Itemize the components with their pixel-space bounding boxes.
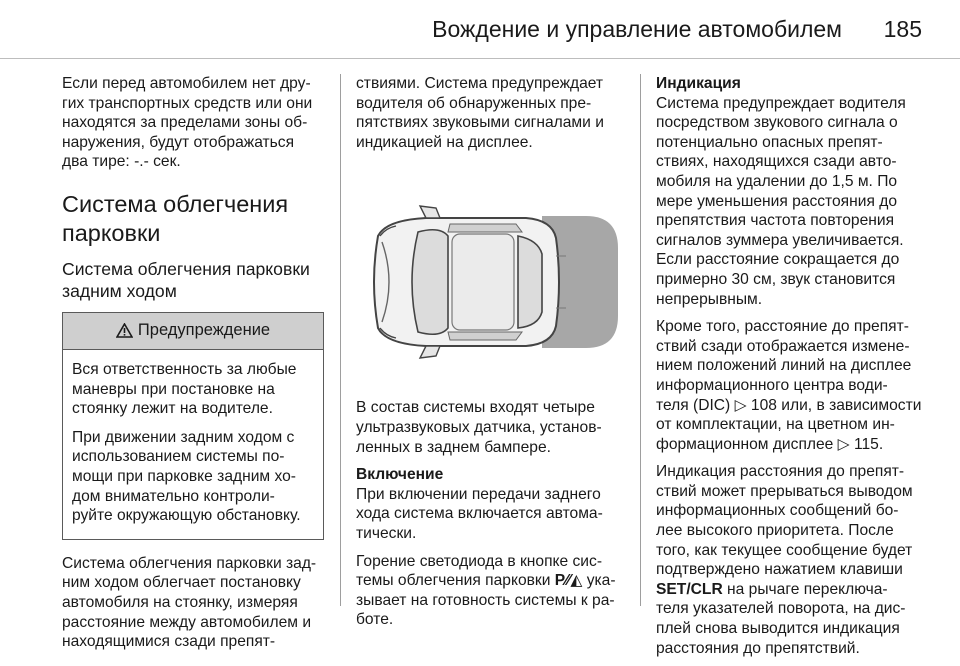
indication-paragraph-3 bbox=[656, 462, 924, 658]
warning-title: Предупреждение bbox=[137, 321, 271, 340]
warning-paragraph-2: При движении задним ходом с использованием системы по- мощи при парковке задним хо- дом внимательно контроли- руйте окружающую обстановку. bbox=[72, 428, 301, 525]
page-ref-arrow-icon: ▷ bbox=[837, 435, 854, 453]
indication-title: Индикация bbox=[656, 75, 741, 92]
column-divider-1 bbox=[340, 74, 341, 606]
led-text-end: ука- зывает на готовность системы к ра- боте. bbox=[356, 572, 616, 629]
indication-text-5: на рычаге переключа- теля указателей поворота, на дис- плей снова выводится индикация расстояния до препятствий. bbox=[656, 580, 906, 657]
page-header bbox=[0, 0, 960, 62]
header-divider bbox=[0, 58, 960, 59]
system-paragraph: Система облегчения парковки зад- ним ходом облегчает постановку автомобиля на стоянку, измеряя расстояние между автомобилем и находящимися сзади препят- bbox=[62, 554, 317, 651]
indication-text-4: Индикация расстояния до препят- ствий может прерываться выводом информационных сообщений бо- лее высокого приоритета. После того, как текущее сообщение будет подтверждено нажатием клавиши bbox=[656, 463, 913, 579]
column-1 bbox=[62, 74, 324, 660]
activation-paragraph: При включении передачи заднего хода система включается автома- тически. bbox=[356, 485, 603, 542]
activation-title: Включение bbox=[356, 466, 444, 484]
page-ref-115[interactable]: 115 bbox=[854, 435, 879, 453]
park-assist-icon: P⁄⁄◭ bbox=[554, 572, 583, 590]
section-title: Система облегчения парковки bbox=[62, 190, 289, 246]
warning-header bbox=[63, 313, 323, 350]
column-divider-2 bbox=[640, 74, 641, 606]
led-text-start: Горение светодиода в кнопке сис- темы облегчения парковки bbox=[356, 552, 603, 590]
indication-paragraph-1: Система предупреждает водителя посредством звукового сигнала о потенциально опасных препят- ствиях, находящихся сзади авто- мобиля на удалении до 1,5 м. По мере уменьшения расстояния до препятствия частота повторения сигналов зуммера увеличивается. Если расстояние сокращается до примерно 30 см, звук становится непрерывным. bbox=[656, 94, 906, 308]
parking-sensor-illustration bbox=[356, 166, 624, 384]
page-ref-108[interactable]: 108 bbox=[750, 396, 777, 414]
subsection-title: Система облегчения парковки задним ходом bbox=[62, 258, 310, 301]
page-header-title: Вождение и управление автомобилем bbox=[432, 16, 842, 42]
warning-body bbox=[63, 350, 323, 539]
page-number: 185 bbox=[883, 16, 922, 42]
warning-paragraph-1: Вся ответственность за любые маневры при постановке на стоянку лежит на водителе. bbox=[72, 360, 297, 418]
car-top-view-diagram bbox=[356, 166, 624, 384]
intro-paragraph: Если перед автомобилем нет дру- гих транспортных средств или они находятся за пределами зоны об- наружения, будут отображаться два тире: -.- сек. bbox=[62, 75, 313, 171]
warning-triangle-icon bbox=[116, 323, 133, 338]
column-3 bbox=[656, 74, 924, 666]
indication-text-3: . bbox=[878, 435, 884, 453]
indication-paragraph-2 bbox=[656, 317, 924, 454]
column-2 bbox=[356, 74, 624, 638]
page-ref-arrow-icon: ▷ bbox=[734, 396, 751, 414]
set-clr-key-label: SET/CLR bbox=[656, 580, 723, 598]
indication-text-1: Кроме того, расстояние до препят- ствий сзади отображается измене- нием положений линий на дисплее информационного центра води- теля (DIC) bbox=[656, 318, 912, 414]
indication-text-2: или, в зависимости от комплектации, на цветном ин- формационном дисплее bbox=[656, 396, 922, 453]
continued-paragraph: ствиями. Система предупреждает водителя об обнаруженных пре- пятствиях звуковыми сигналами и индикацией на дисплее. bbox=[356, 75, 604, 151]
warning-box bbox=[62, 312, 324, 540]
sensors-paragraph: В состав системы входят четыре ультразвуковых датчика, установ- ленных в заднем бампере. bbox=[356, 399, 602, 456]
led-paragraph bbox=[356, 552, 624, 630]
